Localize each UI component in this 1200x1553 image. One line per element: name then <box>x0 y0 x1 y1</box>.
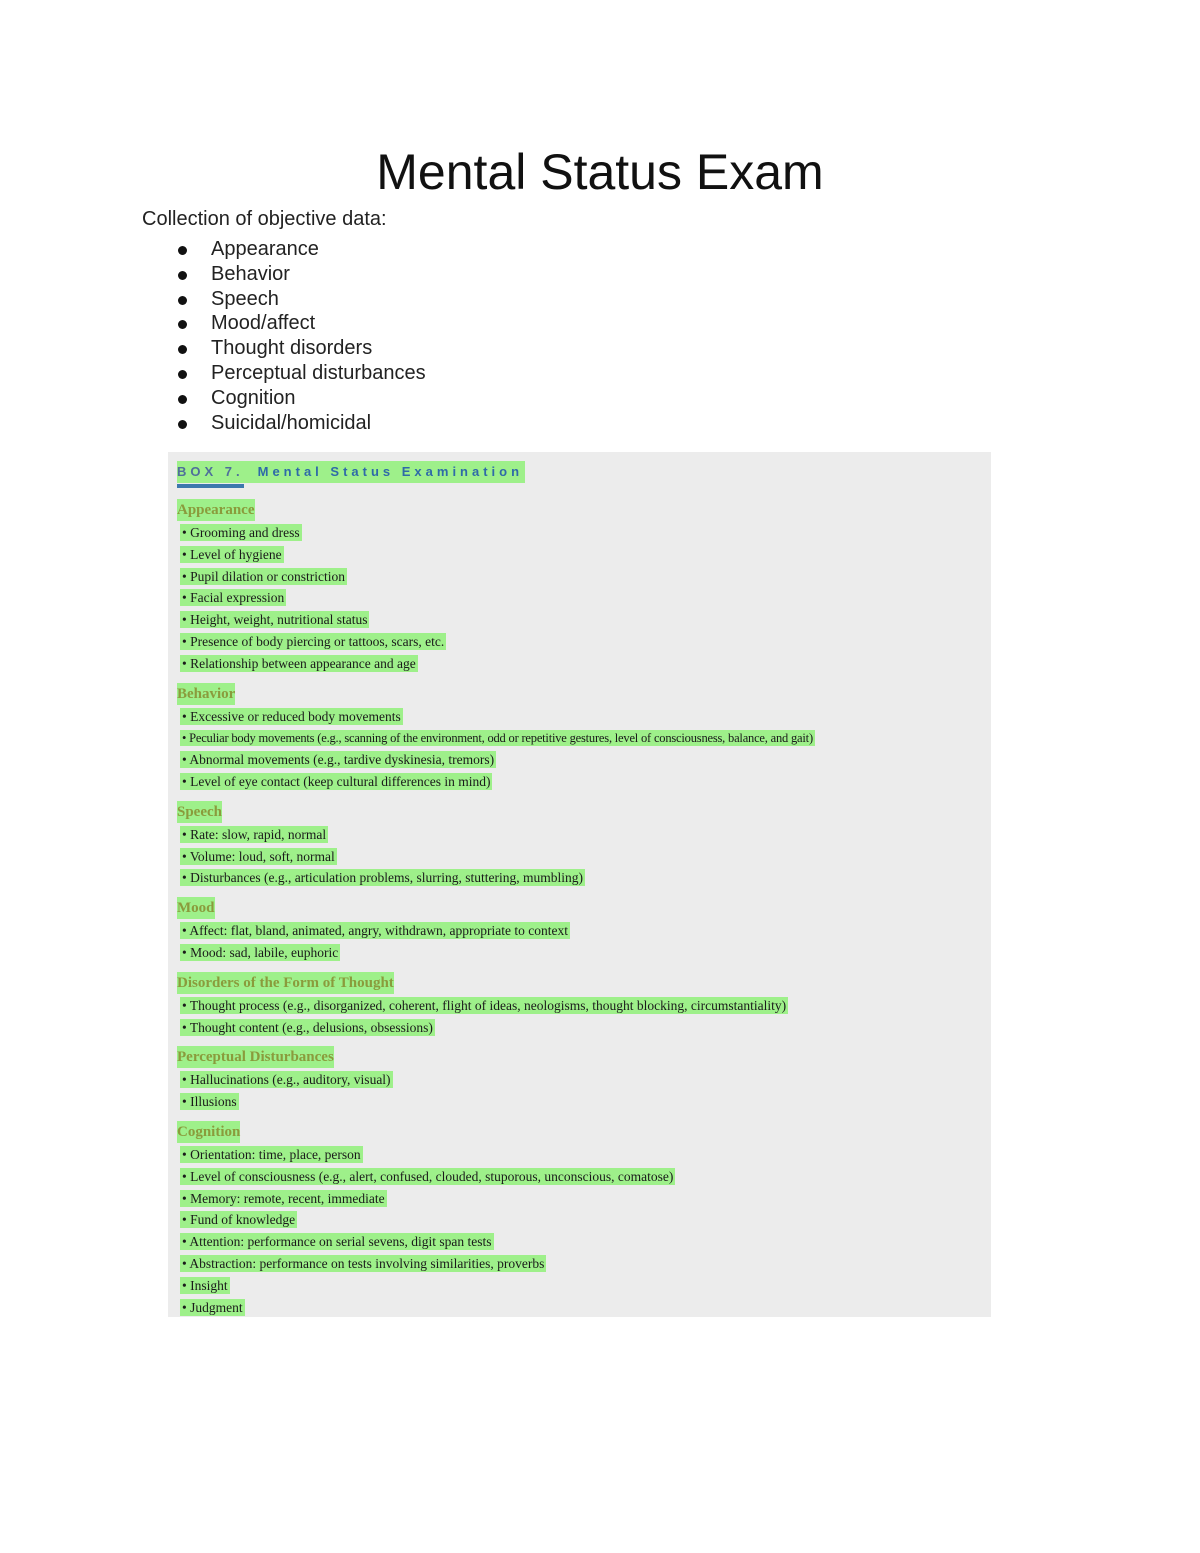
section-heading: Disorders of the Form of Thought <box>177 972 394 994</box>
item-text: • Memory: remote, recent, immediate <box>182 1190 385 1206</box>
list-item <box>176 411 426 436</box>
list-item <box>177 771 989 793</box>
item-text: • Rate: slow, rapid, normal <box>182 826 327 842</box>
bullet-icon <box>178 246 187 255</box>
list-item <box>177 544 989 566</box>
list-item <box>177 631 989 653</box>
list-item <box>177 706 989 728</box>
section-heading: Mood <box>177 897 215 919</box>
topic-label: Cognition <box>211 386 296 409</box>
list-item <box>176 386 426 411</box>
list-item <box>177 1209 989 1231</box>
item-text: • Thought process (e.g., disorganized, coherent, flight of ideas, neologisms, thought blocking, circumstantiality) <box>182 997 787 1013</box>
item-text: • Level of consciousness (e.g., alert, confused, clouded, stuporous, unconscious, comatose) <box>182 1168 674 1184</box>
section-thought-disorders <box>177 972 989 1039</box>
item-text: • Peculiar body movements (e.g., scanning of the environment, odd or repetitive gestures, level of consciousness, balance, and gait) <box>182 731 813 746</box>
list-item <box>177 995 989 1017</box>
box-name: Mental Status Examination <box>257 464 524 479</box>
list-item <box>177 824 989 846</box>
bullet-icon <box>178 395 187 404</box>
section-mood <box>177 897 989 964</box>
bullet-icon <box>178 345 187 354</box>
section-heading: Perceptual Disturbances <box>177 1046 334 1068</box>
item-text: • Abstraction: performance on tests involving similarities, proverbs <box>182 1255 545 1271</box>
list-item <box>177 1231 989 1253</box>
topic-label: Perceptual disturbances <box>211 361 426 384</box>
intro-text: Collection of objective data: <box>142 208 387 230</box>
item-text: • Abnormal movements (e.g., tardive dyskinesia, tremors) <box>182 752 495 768</box>
item-text: • Grooming and dress <box>182 525 300 540</box>
list-item <box>176 311 426 336</box>
item-text: • Excessive or reduced body movements <box>182 708 401 724</box>
item-text: • Fund of knowledge <box>182 1212 296 1228</box>
list-item <box>177 749 989 771</box>
item-text: • Mood: sad, labile, euphoric <box>182 944 339 960</box>
item-text: • Attention: performance on serial sevens, digit span tests <box>182 1234 492 1250</box>
page-title: Mental Status Exam <box>376 144 824 200</box>
list-item <box>177 609 989 631</box>
bullet-icon <box>178 320 187 329</box>
section-heading: Cognition <box>177 1121 240 1143</box>
list-item <box>177 1017 989 1039</box>
item-text: • Level of hygiene <box>182 546 282 562</box>
list-item <box>177 867 989 889</box>
section-heading: Speech <box>177 801 222 823</box>
box-sections <box>177 499 989 1317</box>
item-text: • Hallucinations (e.g., auditory, visual) <box>182 1072 391 1088</box>
item-text: • Level of eye contact (keep cultural differences in mind) <box>182 773 491 789</box>
topic-label: Speech <box>211 287 279 310</box>
list-item <box>177 942 989 964</box>
bullet-icon <box>178 271 187 280</box>
item-text: • Disturbances (e.g., articulation problems, slurring, stuttering, mumbling) <box>182 870 584 886</box>
bullet-icon <box>178 296 187 305</box>
item-text: • Affect: flat, bland, animated, angry, withdrawn, appropriate to context <box>182 923 568 939</box>
item-text: • Orientation: time, place, person <box>182 1146 361 1162</box>
list-item <box>177 587 989 609</box>
box-title <box>177 461 525 483</box>
list-item <box>176 336 426 361</box>
topic-list <box>176 237 426 435</box>
section-cognition <box>177 1121 989 1317</box>
section-heading: Behavior <box>177 683 235 705</box>
list-item <box>177 566 989 588</box>
item-text: • Volume: loud, soft, normal <box>182 848 335 864</box>
title-underline <box>177 484 244 488</box>
list-item <box>177 1297 989 1317</box>
topic-label: Mood/affect <box>211 312 316 335</box>
bullet-icon <box>178 420 187 429</box>
topic-label: Behavior <box>211 262 290 285</box>
item-text: • Facial expression <box>182 590 285 606</box>
section-heading: Appearance <box>177 499 255 521</box>
list-item <box>177 1144 989 1166</box>
item-text: • Height, weight, nutritional status <box>182 612 368 628</box>
item-text: • Judgment <box>182 1299 243 1315</box>
list-item <box>177 1253 989 1275</box>
list-item <box>176 262 426 287</box>
item-text: • Pupil dilation or constriction <box>182 568 345 584</box>
item-text: • Insight <box>182 1277 228 1293</box>
list-item <box>176 237 426 262</box>
box-number: BOX 7. <box>177 464 244 479</box>
section-perceptual-disturbances <box>177 1046 989 1113</box>
list-item <box>177 846 989 868</box>
exam-box-image <box>168 452 991 1317</box>
list-item <box>177 1188 989 1210</box>
item-text: • Illusions <box>182 1094 237 1110</box>
list-item <box>177 1069 989 1091</box>
topic-label: Appearance <box>211 238 319 260</box>
list-item <box>176 361 426 386</box>
section-behavior <box>177 683 989 793</box>
list-item <box>177 1275 989 1297</box>
list-item <box>177 1166 989 1188</box>
list-item <box>177 1091 989 1113</box>
list-item <box>177 920 989 942</box>
list-item <box>177 727 989 749</box>
list-item <box>177 522 989 544</box>
section-speech <box>177 801 989 889</box>
list-item <box>177 653 989 675</box>
section-appearance <box>177 499 989 675</box>
topic-label: Thought disorders <box>211 337 373 360</box>
topic-label: Suicidal/homicidal <box>211 411 372 434</box>
item-text: • Presence of body piercing or tattoos, scars, etc. <box>182 633 445 649</box>
item-text: • Relationship between appearance and age <box>182 655 416 671</box>
bullet-icon <box>178 370 187 379</box>
list-item <box>176 287 426 312</box>
item-text: • Thought content (e.g., delusions, obsessions) <box>182 1019 433 1035</box>
